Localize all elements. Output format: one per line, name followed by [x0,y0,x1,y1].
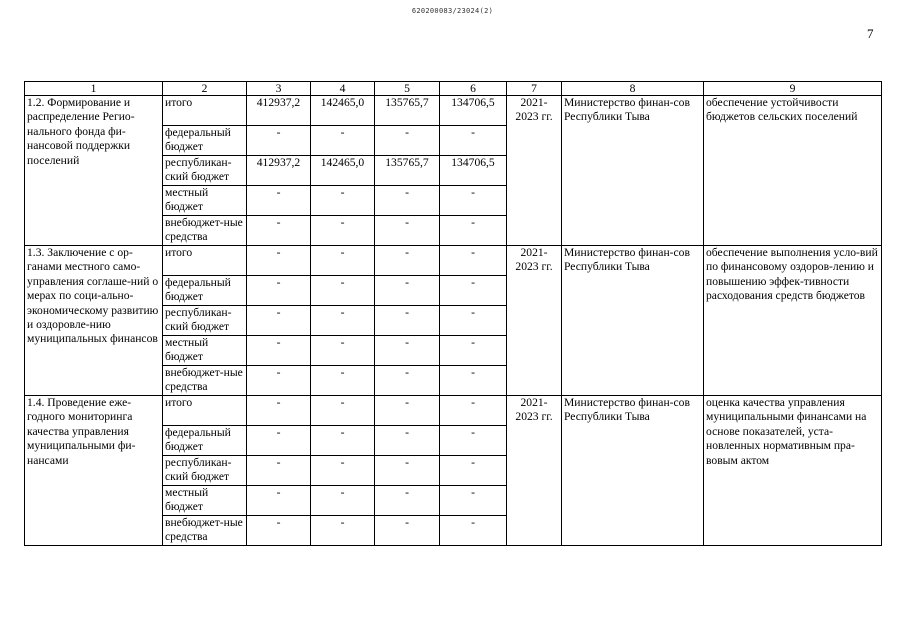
amount-cell: - [440,276,507,306]
amount-cell: - [311,486,375,516]
amount-cell: - [440,426,507,456]
amount-cell: - [247,516,311,546]
amount-cell: 142465,0 [311,96,375,126]
amount-cell: - [247,456,311,486]
amount-cell: - [247,246,311,276]
amount-cell: - [311,126,375,156]
measure-name-cell: 1.2. Формирование и распределение Регио-нального фонда фи-нансовой поддержки поселений [25,96,163,246]
header-row [25,82,882,96]
amount-cell: - [311,516,375,546]
amount-cell: - [440,216,507,246]
amount-cell: - [311,366,375,396]
funding-source-cell: итого [163,96,247,126]
period-cell: 2021-2023 гг. [507,396,562,546]
amount-cell: - [311,276,375,306]
amount-cell: 134706,5 [440,96,507,126]
funding-source-cell: республикан-ский бюджет [163,156,247,186]
amount-cell: - [440,486,507,516]
amount-cell: - [375,426,440,456]
amount-cell: - [440,126,507,156]
amount-cell: 135765,7 [375,156,440,186]
amount-cell: - [311,246,375,276]
measure-name-cell: 1.4. Проведение еже-годного мониторинга качества управления муниципальными фи-нансами [25,396,163,546]
amount-cell: - [375,456,440,486]
amount-cell: - [311,216,375,246]
amount-cell: - [247,366,311,396]
funding-source-cell: местный бюджет [163,486,247,516]
column-header: 7 [507,82,562,96]
amount-cell: - [440,336,507,366]
column-header: 2 [163,82,247,96]
amount-cell: - [311,396,375,426]
amount-cell: 412937,2 [247,96,311,126]
amount-cell: - [311,306,375,336]
column-header: 1 [25,82,163,96]
column-header: 3 [247,82,311,96]
amount-cell: - [311,426,375,456]
amount-cell: - [375,396,440,426]
amount-cell: - [440,186,507,216]
amount-cell: - [440,246,507,276]
table-row [25,246,882,276]
funding-source-cell: внебюджет-ные средства [163,516,247,546]
measure-name-cell: 1.3. Заключение с ор-ганами местного само-управления соглаше-ний о мерах по соци-ально-экономическому развитию и оздоровле-нию муниципальных финансов [25,246,163,396]
amount-cell: - [375,306,440,336]
result-cell: обеспечение устойчивости бюджетов сельских поселений [704,96,882,246]
amount-cell: - [440,306,507,336]
result-cell: обеспечение выполнения усло-вий по финансовому оздоров-лению и повышению эффек-тивности расходования средств бюджетов [704,246,882,396]
amount-cell: - [247,186,311,216]
amount-cell: 134706,5 [440,156,507,186]
period-cell: 2021-2023 гг. [507,96,562,246]
funding-source-cell: федеральный бюджет [163,126,247,156]
amount-cell: 135765,7 [375,96,440,126]
funding-source-cell: федеральный бюджет [163,276,247,306]
executor-cell: Министерство финан-сов Республики Тыва [562,96,704,246]
amount-cell: - [247,276,311,306]
amount-cell: - [440,456,507,486]
funding-source-cell: местный бюджет [163,186,247,216]
amount-cell: - [375,276,440,306]
funding-source-cell: итого [163,246,247,276]
funding-source-cell: республикан-ский бюджет [163,456,247,486]
page-number: 7 [867,26,874,41]
amount-cell: - [247,216,311,246]
column-header: 5 [375,82,440,96]
column-header: 6 [440,82,507,96]
amount-cell: - [375,216,440,246]
table-row [25,96,882,126]
amount-cell: - [247,396,311,426]
document-stamp: 620200083/23024(2) [411,7,494,15]
table-row [25,396,882,426]
column-header: 4 [311,82,375,96]
column-header: 9 [704,82,882,96]
amount-cell: 142465,0 [311,156,375,186]
column-header: 8 [562,82,704,96]
amount-cell: - [440,516,507,546]
funding-source-cell: федеральный бюджет [163,426,247,456]
funding-source-cell: итого [163,396,247,426]
funding-source-cell: внебюджет-ные средства [163,366,247,396]
amount-cell: - [375,126,440,156]
executor-cell: Министерство финан-сов Республики Тыва [562,396,704,546]
amount-cell: - [375,186,440,216]
amount-cell: - [375,366,440,396]
amount-cell: - [311,186,375,216]
amount-cell: - [247,306,311,336]
amount-cell: - [311,336,375,366]
amount-cell: - [247,426,311,456]
executor-cell: Министерство финан-сов Республики Тыва [562,246,704,396]
amount-cell: - [375,246,440,276]
amount-cell: - [375,516,440,546]
funding-source-cell: республикан-ский бюджет [163,306,247,336]
funding-source-cell: местный бюджет [163,336,247,366]
amount-cell: - [247,486,311,516]
period-cell: 2021-2023 гг. [507,246,562,396]
amount-cell: - [440,396,507,426]
amount-cell: - [375,336,440,366]
measures-table [24,81,882,546]
result-cell: оценка качества управления муниципальными финансами на основе показателей, уста-новленных нормативным пра-вовым актом [704,396,882,546]
amount-cell: - [440,366,507,396]
amount-cell: - [247,126,311,156]
amount-cell: - [311,456,375,486]
amount-cell: - [375,486,440,516]
amount-cell: - [247,336,311,366]
funding-source-cell: внебюджет-ные средства [163,216,247,246]
amount-cell: 412937,2 [247,156,311,186]
